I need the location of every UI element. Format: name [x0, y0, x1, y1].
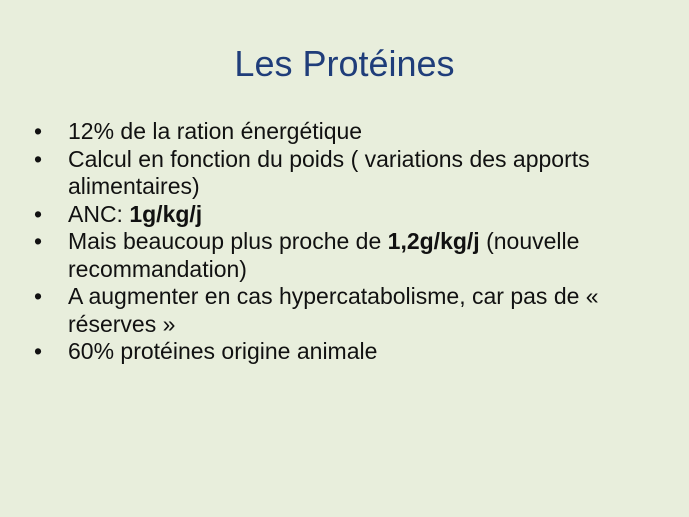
- bullet-icon: •: [34, 200, 43, 227]
- bullet-text: ANC:: [68, 200, 130, 227]
- bullet-text: Calcul en fonction du poids ( variations des apports alimentaires): [68, 145, 590, 199]
- bullet-text: 12% de la ration énergétique: [68, 118, 363, 144]
- bullet-bold-value: 1,2g/kg/j: [387, 228, 480, 254]
- bullet-item-ration: [34, 118, 664, 146]
- bullet-icon: •: [34, 228, 43, 254]
- bullet-item-recommandation: [34, 228, 664, 283]
- bullet-icon: •: [34, 338, 43, 364]
- slide-title: Les Protéines: [234, 43, 455, 84]
- bullet-text: A augmenter en cas hypercatabolisme, car pas de « réserves »: [68, 283, 599, 337]
- bullet-icon: •: [34, 283, 43, 309]
- bullet-text-tail: (nouvelle recommandation): [68, 228, 580, 282]
- bullet-item-hypercatabolisme: [34, 283, 664, 338]
- bullet-icon: •: [34, 118, 43, 144]
- bullet-item-calcul: [34, 146, 664, 201]
- bullet-item-origine-animale: [34, 338, 664, 366]
- bullet-text: Mais beaucoup plus proche de: [68, 228, 388, 254]
- bullet-text: 60% protéines origine animale: [68, 338, 378, 364]
- bullet-list: [34, 118, 664, 366]
- bullet-item-anc: [34, 201, 664, 229]
- bullet-icon: •: [34, 145, 43, 172]
- bullet-bold-value: 1g/kg/j: [129, 200, 203, 227]
